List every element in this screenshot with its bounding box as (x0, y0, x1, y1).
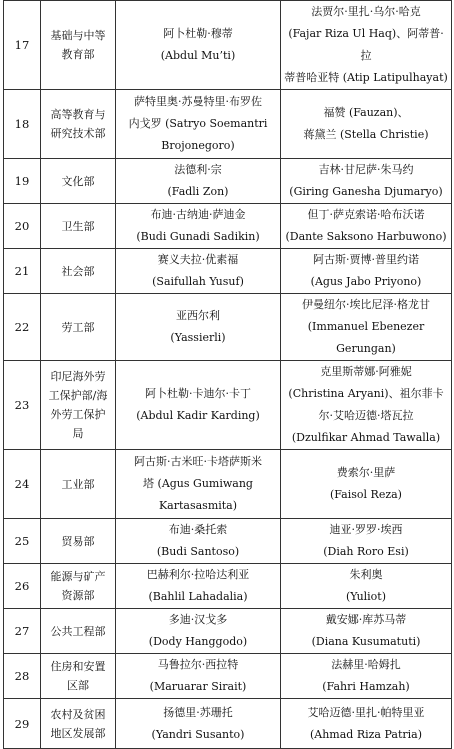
row-number: 22 (4, 294, 41, 361)
vice-minister-name-line: 戴安娜·库苏马蒂 (325, 613, 407, 626)
table-row (4, 361, 452, 450)
minister-name-line: 亚西尔利 (176, 309, 220, 322)
vice-minister-name-line: 福赞 (Fauzan)、 (323, 106, 409, 119)
minister-cell (116, 564, 281, 609)
minister-cell (116, 450, 281, 519)
table-row (4, 249, 452, 294)
minister-name-line: 内戈罗 (Satryo Soemantri (128, 117, 268, 130)
minister-cell (116, 1, 281, 90)
row-number: 23 (4, 361, 41, 450)
department-name: 社会部 (41, 249, 116, 294)
row-number: 20 (4, 204, 41, 249)
vice-minister-name-line: (Faisol Reza) (330, 488, 402, 501)
department-name: 住房和安置区部 (41, 654, 116, 699)
vice-minister-cell (281, 699, 452, 749)
minister-name-line: 阿卜杜勒·卡迪尔·卡丁 (145, 387, 251, 400)
vice-minister-cell (281, 361, 452, 450)
row-number: 25 (4, 519, 41, 564)
vice-minister-name-line: (Fahri Hamzah) (322, 680, 410, 693)
department-name: 劳工部 (41, 294, 116, 361)
vice-minister-cell (281, 249, 452, 294)
vice-minister-name-line: 克里斯蒂娜·阿雅妮 (320, 365, 412, 378)
minister-cell (116, 204, 281, 249)
vice-minister-cell (281, 204, 452, 249)
vice-minister-name-line: (Diana Kusumatuti) (311, 635, 421, 648)
vice-minister-name-line: 法赫里·哈姆扎 (331, 658, 401, 671)
vice-minister-name-line: (Yuliot) (345, 590, 387, 603)
department-name: 农村及贫困地区发展部 (41, 699, 116, 749)
cabinet-table-body (4, 1, 452, 749)
minister-name-line: 阿卜杜勒·穆蒂 (163, 27, 233, 40)
vice-minister-cell (281, 294, 452, 361)
minister-name-line: (Dody Hanggodo) (148, 635, 248, 648)
vice-minister-name-line: 但丁·萨克索诺·哈布沃诺 (307, 208, 425, 221)
vice-minister-name-line: 蒋黛兰 (Stella Christie) (303, 128, 429, 141)
vice-minister-name-line: 艾哈迈德·里扎·帕特里亚 (307, 705, 425, 719)
minister-name-line: 布迪·古纳迪·萨迪金 (150, 208, 246, 221)
vice-minister-name-line: 法贾尔·里扎·乌尔·哈克 (311, 5, 421, 18)
vice-minister-name-line: 费索尔·里萨 (336, 466, 396, 479)
vice-minister-name-line: (Christina Aryani)、祖尔菲卡 (288, 387, 444, 400)
department-name: 卫生部 (41, 204, 116, 249)
minister-name-line: 塔 (Agus Gumiwang (143, 477, 253, 490)
vice-minister-cell (281, 450, 452, 519)
vice-minister-name-line: (Dante Saksono Harbuwono) (285, 230, 447, 243)
table-row (4, 654, 452, 699)
minister-name-line: (Yandri Susanto) (151, 727, 245, 741)
row-number: 27 (4, 609, 41, 654)
vice-minister-cell (281, 90, 452, 159)
vice-minister-name-line: 伊曼纽尔·埃比尼泽·格龙甘 (302, 298, 430, 311)
vice-minister-name-line: 阿古斯·贾博·普里约诺 (313, 253, 419, 266)
row-number: 29 (4, 699, 41, 749)
vice-minister-name-line: 吉林·甘尼萨·朱马约 (318, 163, 414, 176)
vice-minister-cell (281, 564, 452, 609)
minister-name-line: Brojonegoro) (161, 139, 235, 152)
minister-name-line: (Saifullah Yusuf) (152, 275, 244, 288)
department-name: 文化部 (41, 159, 116, 204)
row-number: 21 (4, 249, 41, 294)
minister-name-line: (Fadli Zon) (167, 185, 229, 198)
minister-name-line: (Budi Gunadi Sadikin) (136, 230, 260, 243)
row-number: 26 (4, 564, 41, 609)
table-row (4, 609, 452, 654)
minister-name-line: 扬德里·苏珊托 (163, 705, 233, 719)
table-row (4, 1, 452, 90)
minister-name-line: Kartasasmita) (158, 499, 238, 512)
department-name: 高等教育与研究技术部 (41, 90, 116, 159)
department-name: 贸易部 (41, 519, 116, 564)
minister-name-line: (Bahlil Lahadalia) (148, 590, 248, 603)
vice-minister-cell (281, 654, 452, 699)
vice-minister-name-line: 尔·艾哈迈德·塔瓦拉 (318, 409, 414, 422)
vice-minister-cell (281, 159, 452, 204)
row-number: 28 (4, 654, 41, 699)
vice-minister-name-line: (Immanuel Ebenezer Gerungan) (307, 320, 425, 355)
department-name: 公共工程部 (41, 609, 116, 654)
table-row (4, 699, 452, 749)
vice-minister-name-line: 朱利奥 (349, 568, 383, 581)
table-row (4, 519, 452, 564)
minister-name-line: 萨特里奥·苏曼特里·布罗佐 (134, 95, 262, 108)
minister-name-line: 巴赫利尔·拉哈达利亚 (146, 568, 250, 581)
table-row (4, 564, 452, 609)
department-name: 工业部 (41, 450, 116, 519)
minister-cell (116, 609, 281, 654)
vice-minister-name-line: 蒂普哈亚特 (Atip Latipulhayat) (284, 71, 448, 84)
vice-minister-name-line: (Fajar Riza Ul Haq)、阿蒂普·拉 (288, 27, 444, 62)
minister-name-line: (Budi Santoso) (156, 545, 240, 558)
vice-minister-name-line: (Diah Roro Esi) (323, 545, 409, 558)
minister-cell (116, 361, 281, 450)
minister-name-line: (Yassierli) (170, 331, 226, 344)
minister-cell (116, 654, 281, 699)
minister-name-line: (Abdul Kadir Karding) (136, 409, 260, 422)
vice-minister-cell (281, 609, 452, 654)
vice-minister-name-line: (Agus Jabo Priyono) (310, 275, 422, 288)
minister-cell (116, 90, 281, 159)
table-row (4, 90, 452, 159)
table-row (4, 450, 452, 519)
vice-minister-name-line: (Ahmad Riza Patria) (309, 727, 422, 741)
minister-cell (116, 249, 281, 294)
minister-cell (116, 519, 281, 564)
cabinet-table (3, 0, 452, 749)
minister-name-line: 多迪·汉戈多 (168, 613, 228, 626)
table-row (4, 159, 452, 204)
department-name: 能源与矿产资源部 (41, 564, 116, 609)
vice-minister-name-line: 迪亚·罗罗·埃西 (329, 523, 403, 536)
vice-minister-name-line: (Giring Ganesha Djumaryo) (289, 185, 443, 198)
minister-name-line: (Abdul Mu’ti) (160, 49, 236, 62)
minister-name-line: 法德利·宗 (174, 163, 222, 176)
department-name: 基础与中等教育部 (41, 1, 116, 90)
row-number: 17 (4, 1, 41, 90)
minister-cell (116, 294, 281, 361)
row-number: 18 (4, 90, 41, 159)
vice-minister-cell (281, 519, 452, 564)
table-row (4, 294, 452, 361)
minister-name-line: 马鲁拉尔·西拉特 (157, 658, 239, 671)
vice-minister-name-line: (Dzulfikar Ahmad Tawalla) (291, 431, 441, 444)
vice-minister-cell (281, 1, 452, 90)
minister-name-line: 布迪·桑托索 (168, 523, 228, 536)
minister-cell (116, 159, 281, 204)
row-number: 19 (4, 159, 41, 204)
minister-name-line: (Maruarar Sirait) (149, 680, 247, 693)
department-name: 印尼海外劳工保护部/海外劳工保护局 (41, 361, 116, 450)
minister-cell (116, 699, 281, 749)
table-row (4, 204, 452, 249)
row-number: 24 (4, 450, 41, 519)
minister-name-line: 阿古斯·古米旺·卡塔萨斯米 (134, 455, 262, 468)
minister-name-line: 赛义夫拉·优素福 (157, 253, 239, 266)
